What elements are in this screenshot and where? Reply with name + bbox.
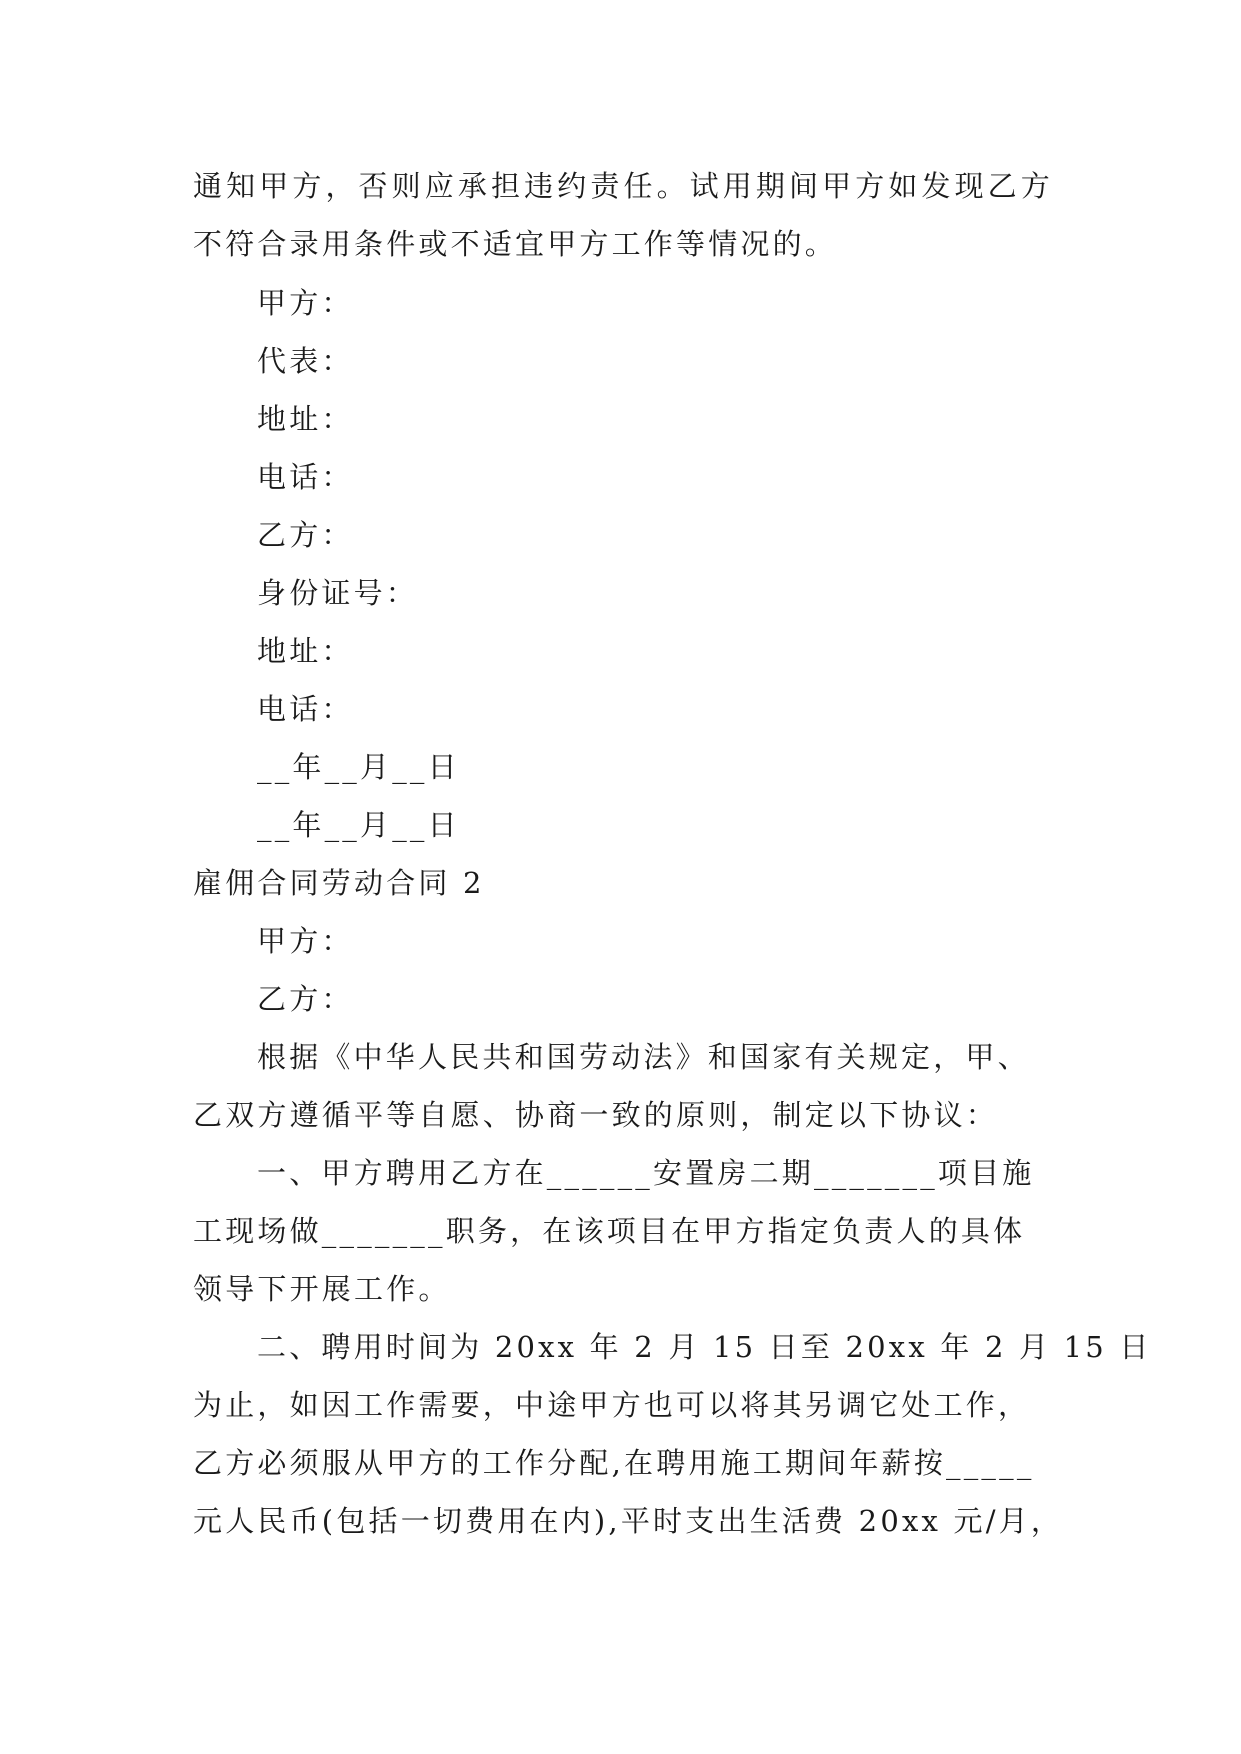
- paragraph-line: 一、甲方聘用乙方在______安置房二期_______项目施: [257, 1156, 1035, 1190]
- phone-label: 电话：: [257, 692, 354, 726]
- address-label: 地址：: [257, 634, 354, 668]
- address-label: 地址：: [257, 402, 354, 436]
- paragraph-line: 不符合录用条件或不适宜甲方工作等情况的。: [193, 227, 838, 261]
- paragraph-line: 通知甲方，否则应承担违约责任。试用期间甲方如发现乙方: [193, 169, 1053, 203]
- paragraph-line: 二、聘用时间为 20xx 年 2 月 15 日至 20xx 年 2 月 15 日: [257, 1330, 1152, 1364]
- paragraph-line: 工现场做_______职务，在该项目在甲方指定负责人的具体: [193, 1214, 1026, 1248]
- phone-label: 电话：: [257, 460, 354, 494]
- id-number-label: 身份证号：: [257, 576, 419, 610]
- paragraph-line: 乙方必须服从甲方的工作分配,在聘用施工期间年薪按_____: [193, 1446, 1035, 1480]
- paragraph-line: 领导下开展工作。: [193, 1272, 451, 1306]
- representative-label: 代表：: [257, 344, 354, 378]
- party-b-label: 乙方：: [257, 518, 354, 552]
- party-a-label: 甲方：: [257, 286, 354, 320]
- date-line: __年__月__日: [257, 808, 460, 842]
- paragraph-line: 元人民币(包括一切费用在内),平时支出生活费 20xx 元/月，: [193, 1504, 1064, 1538]
- paragraph-line: 根据《中华人民共和国劳动法》和国家有关规定，甲、: [257, 1040, 1030, 1074]
- paragraph-line: 乙双方遵循平等自愿、协商一致的原则，制定以下协议：: [193, 1098, 999, 1132]
- party-a-label: 甲方：: [257, 924, 354, 958]
- paragraph-line: 为止，如因工作需要，中途甲方也可以将其另调它处工作，: [193, 1388, 1031, 1422]
- date-line: __年__月__日: [257, 750, 460, 784]
- section-title: 雇佣合同劳动合同 2: [193, 866, 485, 900]
- party-b-label: 乙方：: [257, 982, 354, 1016]
